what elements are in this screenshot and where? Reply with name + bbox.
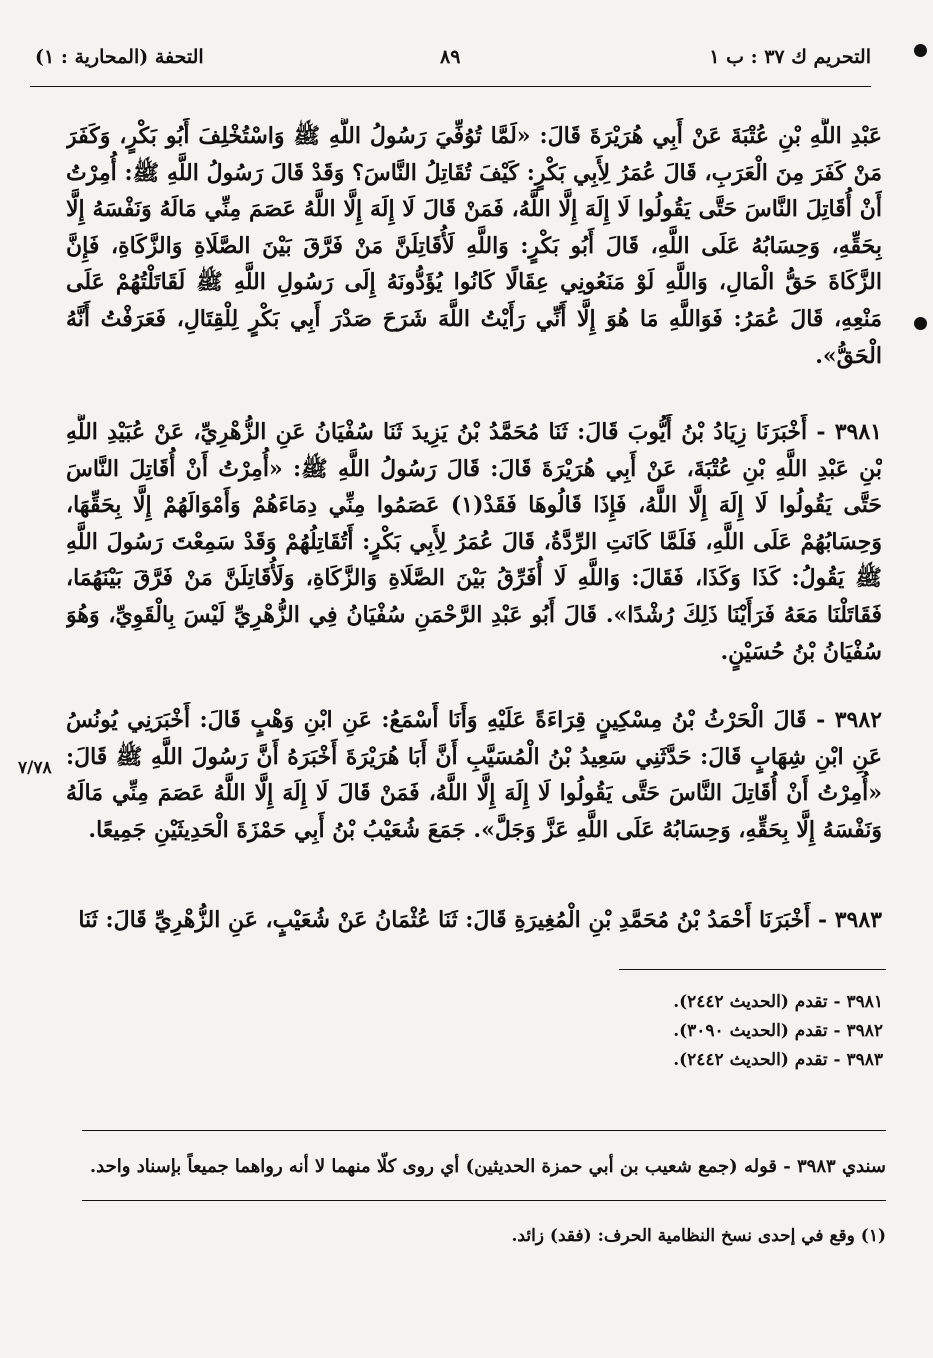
binding-hole-middle bbox=[914, 317, 927, 330]
reference-item: ٣٩٨٢ - تقدم (الحديث ٣٠٩٠). bbox=[673, 1021, 883, 1041]
footnote-divider bbox=[82, 1200, 886, 1201]
paragraph-continuation: عَبْدِ اللَّهِ بْنِ عُتْبَةَ عَنْ أَبِي هُرَيْرَةَ قَالَ: «لَمَّا تُوُفِّيَ رَسُولُ اللَّهِ ﷺ وَاسْتُخْلِفَ أَبُو بَكْرٍ، وَكَفَرَ مَنْ كَفَرَ مِنَ الْعَرَبِ، قَالَ عُمَرُ لِأَبِي بَكْرٍ: كَيْفَ تُقَاتِلُ النَّاسَ؟ وَقَدْ قَالَ رَسُولُ اللَّهِ ﷺ: أُمِرْتُ أَنْ أُقَاتِلَ النَّاسَ حَتَّى يَقُولُوا لَا إِلَهَ إِلَّا اللَّهُ، فَمَنْ قَالَ لَا إِلَهَ إِلَّا اللَّهُ عَصَمَ مِنِّي مَالَهُ وَنَفْسَهُ إِلَّا بِحَقِّهِ، وَحِسَابُهُ عَلَى اللَّهِ، قَالَ أَبُو بَكْرٍ: وَاللَّهِ لَأُقَاتِلَنَّ مَنْ فَرَّقَ بَيْنَ الصَّلَاةِ وَالزَّكَاةِ، فَإِنَّ الزَّكَاةَ حَقُّ الْمَالِ، وَاللَّهِ لَوْ مَنَعُونِي عِقَالًا كَانُوا يُؤَدُّونَهُ إِلَى رَسُولِ اللَّهِ ﷺ لَقَاتَلْتُهُمْ عَلَى مَنْعِهِ، قَالَ عُمَرُ: فَوَاللَّهِ مَا هُوَ إِلَّا أَنِّي رَأَيْتُ اللَّهَ شَرَحَ صَدْرَ أَبِي بَكْرٍ لِلْقِتَالِ، فَعَرَفْتُ أَنَّهُ الْحَقُّ». bbox=[66, 123, 882, 369]
paragraph-hadith-3982: ٣٩٨٢ - قَالَ الْحَرْثُ بْنُ مِسْكِينٍ قِرَاءَةً عَلَيْهِ وَأَنَا أَسْمَعُ: عَنِ ابْنِ وَهْبٍ قَالَ: أَخْبَرَنِي يُونُسُ عَنِ ابْنِ شِهَابٍ قَالَ: حَدَّثَنِي سَعِيدُ بْنُ الْمُسَيَّبِ أَنَّ أَبَا هُرَيْرَةَ أَخْبَرَهُ أَنَّ رَسُولَ اللَّهِ ﷺ قَالَ: «أُمِرْتُ أَنْ أُقَاتِلَ النَّاسَ حَتَّى يَقُولُوا لَا إِلَهَ إِلَّا اللَّهُ، فَمَنْ قَالَ لَا إِلَهَ إِلَّا اللَّهُ عَصَمَ مِنِّي مَالَهُ وَنَفْسَهُ إِلَّا بِحَقِّهِ، وَحِسَابُهُ عَلَى اللَّهِ عَزَّ وَجَلَّ». جَمَعَ شُعَيْبُ بْنُ أَبِي حَمْزَةَ الْحَدِيثَيْنِ جَمِيعًا. bbox=[66, 707, 882, 843]
paragraph-hadith-3981: ٣٩٨١ - أَخْبَرَنَا زِيَادُ بْنُ أَيُّوبَ قَالَ: ثَنَا مُحَمَّدُ بْنُ يَزِيدَ ثَنَا سُفْيَانُ عَنِ الزُّهْرِيِّ، عَنْ عُبَيْدِ اللَّهِ بْنِ عَبْدِ اللَّهِ بْنِ عُتْبَةَ، عَنْ أَبِي هُرَيْرَةَ قَالَ: قَالَ رَسُولُ اللَّهِ ﷺ: «أُمِرْتُ أَنْ أُقَاتِلَ النَّاسَ حَتَّى يَقُولُوا لَا إِلَهَ إِلَّا اللَّهُ، فَإِذَا قَالُوهَا فَقَدْ(١) عَصَمُوا مِنِّي دِمَاءَهُمْ وَأَمْوَالَهُمْ إِلَّا بِحَقِّهَا، وَحِسَابُهُمْ عَلَى اللَّهِ، فَلَمَّا كَانَتِ الرِّدَّةُ، قَالَ عُمَرُ لِأَبِي بَكْرٍ: أَتُقَاتِلُهُمْ وَقَدْ سَمِعْتَ رَسُولَ اللَّهِ ﷺ يَقُولُ: كَذَا وَكَذَا، فَقَالَ: وَاللَّهِ لَا أُفَرِّقُ بَيْنَ الصَّلَاةِ وَالزَّكَاةِ، وَلَأُقَاتِلَنَّ مَنْ فَرَّقَ بَيْنَهُمَا، فَقَاتَلْنَا مَعَهُ فَرَأَيْنَا ذَلِكَ رُشْدًا». قَالَ أَبُو عَبْدِ الرَّحْمَنِ سُفْيَانُ فِي الزُّهْرِيِّ لَيْسَ بِالْقَوِيِّ، وَهُوَ سُفْيَانُ بْنُ حُسَيْنٍ. bbox=[66, 419, 882, 665]
margin-reference: ٧/٧٨ bbox=[18, 758, 52, 778]
header-divider bbox=[30, 86, 871, 87]
running-header-chapter: التحريم ك ٣٧ : ب ١ bbox=[709, 46, 871, 68]
sindi-commentary: سندي ٣٩٨٣ - قوله (جمع شعيب بن أبي حمزة الحديثين) أي روى كلًّا منهما لا أنه رواهما جميعاً بإسناد واحد. bbox=[90, 1156, 886, 1177]
page-number: ٨٩ bbox=[440, 46, 461, 68]
references-divider bbox=[619, 969, 886, 970]
cross-references bbox=[673, 988, 883, 1075]
binding-hole-top bbox=[914, 44, 927, 57]
commentary-divider bbox=[82, 1130, 886, 1131]
paragraph-hadith-3983: ٣٩٨٣ - أَخْبَرَنَا أَحْمَدُ بْنُ مُحَمَّدِ بْنِ الْمُغِيرَةِ قَالَ: ثَنَا عُثْمَانُ عَنْ شُعَيْبٍ، عَنِ الزُّهْرِيِّ قَالَ: ثَنَا bbox=[78, 907, 882, 933]
running-header-tuhfa: التحفة (المحارية : ١) bbox=[35, 46, 204, 68]
reference-item: ٣٩٨٣ - تقدم (الحديث ٢٤٤٢). bbox=[673, 1050, 883, 1070]
footnote: (١) وقع في إحدى نسخ النظامية الحرف: (فقد) زائد. bbox=[511, 1226, 886, 1246]
reference-item: ٣٩٨١ - تقدم (الحديث ٢٤٤٢). bbox=[673, 992, 883, 1012]
